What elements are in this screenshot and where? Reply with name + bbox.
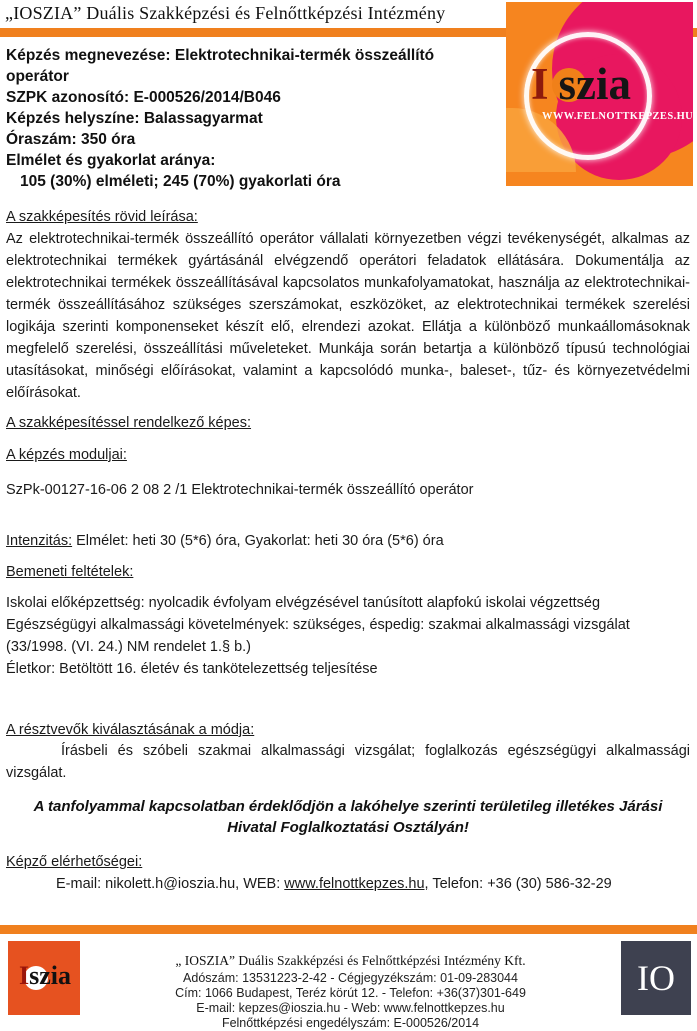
entry-line-health: Egészségügyi alkalmassági követelmények: szükséges, éspedig: szakmai alkalmassági vizsgálat (6, 617, 630, 633)
footer-io-logo: IO (621, 941, 691, 1015)
footer-company-info (80, 941, 621, 1031)
footer-ioszia-logo (8, 941, 80, 1015)
competences-heading: A szakképesítéssel rendelkező képes: (6, 415, 252, 431)
footer-address-line: Cím: 1066 Budapest, Teréz körút 12. - Telefon: +36(37)301-649 (175, 986, 526, 1000)
footer-email-web-line: E-mail: kepzes@ioszia.hu - Web: www.felnottkepzes.hu (196, 1001, 505, 1015)
course-ratio-label-line: Elmélet és gyakorlat aránya: (6, 152, 216, 169)
entry-conditions-block (6, 592, 690, 680)
course-ratio-value-line: 105 (30%) elméleti; 245 (70%) gyakorlati óra (20, 173, 341, 190)
entry-line-schooling: Iskolai előképzettség: nyolcadik évfolyam elvégzésével tanúsított alapfokú iskolai végzettség (6, 595, 601, 611)
intensity-value: Elmélet: heti 30 (5*6) óra, Gyakorlat: heti 30 óra (5*6) óra (76, 533, 444, 549)
course-hours-line: Óraszám: 350 óra (6, 131, 136, 148)
intensity-line (6, 530, 690, 552)
footer-logo-letter-i: I (19, 961, 30, 990)
document-header-title: „IOSZIA” Duális Szakképzési és Felnőttképzési Intézmény (5, 3, 446, 23)
contact-email-value: nikolett.h@ioszia.hu, (105, 876, 240, 892)
footer-tax-line: Adószám: 13531223-2-42 - Cégjegyzékszám: 01-09-283044 (183, 971, 518, 985)
footer (0, 925, 697, 1031)
contact-email-label: E-mail: (56, 876, 102, 892)
course-name-line: Képzés megnevezése: Elektrotechnikai-termék összeállító operátor (6, 47, 435, 85)
entry-conditions-heading: Bemeneti feltételek: (6, 564, 134, 580)
footer-logo-wordmark (19, 963, 71, 989)
logo-letter-i: I (531, 59, 549, 109)
course-info-block (6, 45, 446, 192)
modules-heading: A képzés moduljai: (6, 447, 127, 463)
contact-phone-label: Telefon: (432, 876, 484, 892)
selection-heading: A résztvevők kiválasztásának a módja: (6, 722, 255, 738)
footer-row (0, 934, 697, 1031)
footer-accent-bar (0, 925, 697, 934)
entry-line-age: Életkor: Betöltött 16. életév és tankötelezettség teljesítése (6, 661, 378, 677)
course-location-line: Képzés helyszíne: Balassagyarmat (6, 110, 263, 127)
selection-paragraph: Írásbeli és szóbeli szakmai alkalmassági vizsgálat; foglalkozás egészségügyi alkalmassági vizsgálat. (6, 743, 690, 781)
contact-line (6, 873, 690, 895)
contact-web-link[interactable]: www.felnottkepzes.hu, (284, 876, 429, 892)
contact-web-label: WEB: (243, 876, 281, 892)
footer-logo-letters-szia: szia (29, 961, 72, 990)
intensity-label: Intenzitás: (6, 533, 73, 549)
course-szpk-line: SZPK azonosító: E-000526/2014/B046 (6, 89, 281, 106)
description-heading: A szakképesítés rövid leírása: (6, 209, 198, 225)
notice-paragraph: A tanfolyammal kapcsolatban érdeklődjön a lakóhelye szerinti területileg illetékes Járási Hivatal Foglalkoztatási Osztályán! (33, 798, 663, 836)
logo-wordmark (531, 59, 632, 109)
footer-company-name: „ IOSZIA” Duális Szakképzési és Felnőttképzési Intézmény Kft. (175, 953, 526, 968)
ioszia-logo (506, 2, 693, 186)
description-paragraph: Az elektrotechnikai-termék összeállító operátor vállalati környezetben végzi tevékenységét, alkalmas az elektrotechnikai termékek gyártásánál elvégzendő operátori feladatok ellátására. Dokumentálja az elektrotechnikai termékek összeállításával kapcsolatos munkafolyamatokat, használja az elektrotechnikai-termék összeállításához szükséges szerszámokat, eszközöket, az elektrotechnikai termékek szerelési logikája szerinti komponenseket készít elő, elrendezi azokat. Ellátja a különböző munkaállomásoknak megfelelő szerelési, összeállítási műveleteket. Munkája során betartja a különböző típusú technológiai utasításokat, minőségi előírásokat, valamint a kapcsolódó munka-, baleset-, tűz- és környezetvédelmi előírásokat. (6, 231, 690, 401)
entry-line-regulation: (33/1998. (VI. 24.) NM rendelet 1.§ b.) (6, 639, 252, 655)
contact-phone-value: +36 (30) 586-32-29 (487, 876, 612, 892)
contact-heading: Képző elérhetőségei: (6, 854, 143, 870)
module-line: SzPk-00127-16-06 2 08 2 /1 Elektrotechnikai-termék összeállító operátor (6, 482, 474, 498)
footer-license-line: Felnőttképzési engedélyszám: E-000526/2014 (221, 1016, 480, 1030)
logo-website-text: WWW.FELNOTTKEPZES.HU (542, 111, 693, 122)
logo-letters-szia: szia (558, 59, 632, 109)
